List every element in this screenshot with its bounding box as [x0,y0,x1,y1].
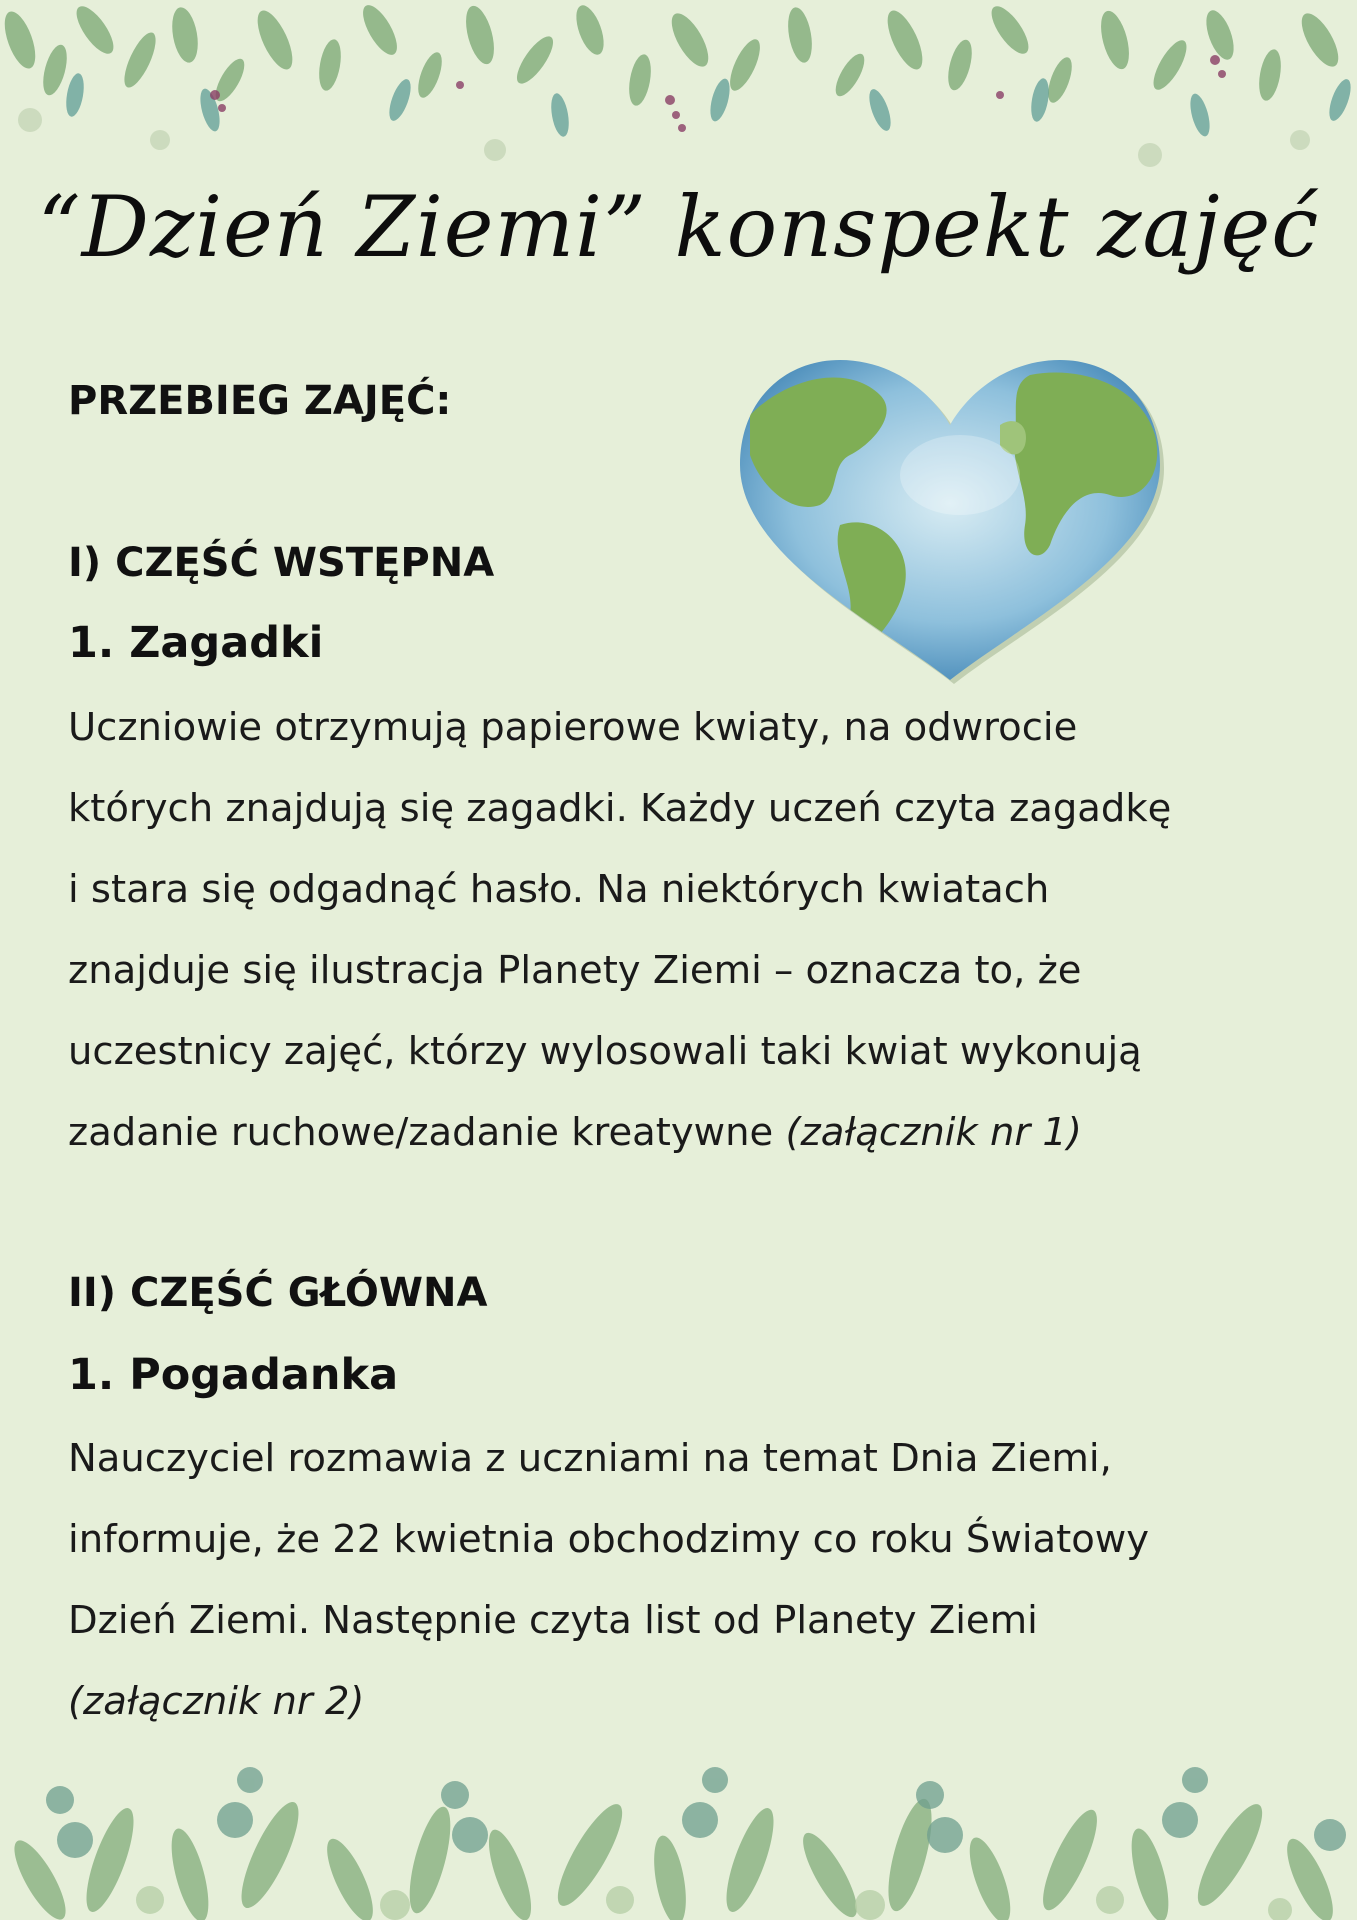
leaf-garland-top-icon [0,0,1357,175]
paragraph-text: zadanie ruchowe/zadanie kreatywne [68,1110,786,1155]
paragraph-line: Dzień Ziemi. Następnie czyta list od Planety Ziemi [68,1598,1038,1643]
paragraph-line-last [68,1092,1308,1173]
section-1-paragraph [68,687,1308,1173]
attachment-reference: (załącznik nr 2) [68,1679,365,1724]
eucalyptus-border-bottom-icon [0,1740,1357,1920]
paragraph-line: i stara się odgadnąć hasło. Na niektórych kwiatach [68,867,1050,912]
section-1-heading: I) CZĘŚĆ WSTĘPNA [68,540,495,586]
section-1-subheading: 1. Zagadki [68,618,324,668]
paragraph-line: znajduje się ilustracja Planety Ziemi – oznacza to, że [68,948,1082,993]
przebieg-heading: PRZEBIEG ZAJĘĆ: [68,378,452,424]
paragraph-line: Uczniowie otrzymują papierowe kwiaty, na odwrocie [68,705,1078,750]
section-2-heading: II) CZĘŚĆ GŁÓWNA [68,1270,488,1316]
page-title: “Dzień Ziemi” konspekt zajęć [37,178,1320,276]
paragraph-line: informuje, że 22 kwietnia obchodzimy co roku Światowy [68,1517,1150,1562]
paragraph-line: których znajdują się zagadki. Każdy uczeń czyta zagadkę [68,786,1172,831]
attachment-reference: (załącznik nr 1) [785,1110,1082,1155]
section-2-paragraph [68,1418,1308,1742]
paragraph-line: uczestnicy zajęć, którzy wylosowali taki kwiat wykonują [68,1029,1142,1074]
section-2-subheading: 1. Pogadanka [68,1350,399,1400]
paragraph-line: Nauczyciel rozmawia z uczniami na temat Dnia Ziemi, [68,1436,1112,1481]
heart-earth-icon [730,355,1170,685]
